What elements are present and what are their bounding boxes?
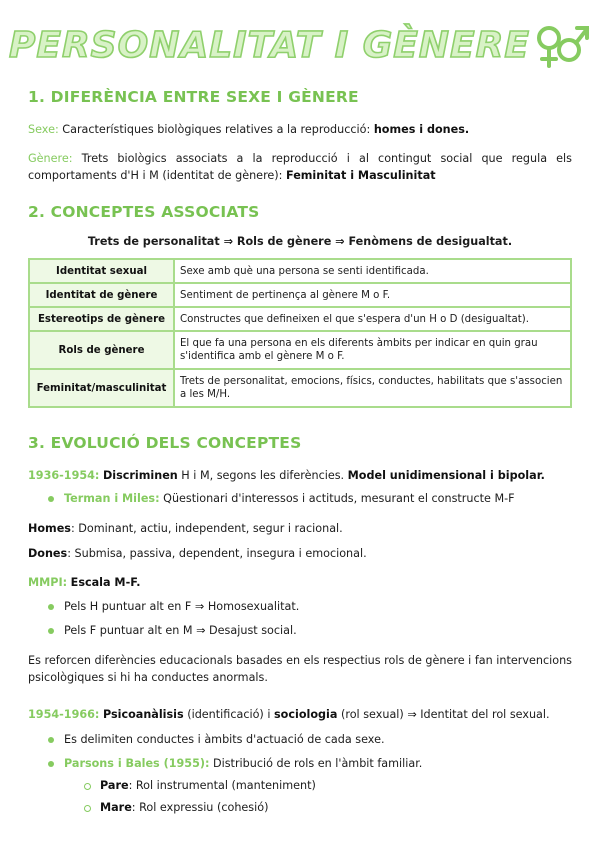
- gender-symbols-icon: [531, 20, 591, 70]
- bullet-icon: [48, 761, 54, 767]
- mare-label: Mare: [100, 801, 132, 814]
- genere-label: Gènere:: [28, 152, 73, 165]
- reforcen-paragraph: Es reforcen diferències educacionals basades en els respectius rols de gènere i fan intervencions psicològiques si hi ha conductes anormals.: [28, 654, 572, 684]
- sexe-label: Sexe:: [28, 123, 59, 136]
- female-symbol-icon: [539, 28, 559, 48]
- period-date: 1936-1954:: [28, 469, 100, 482]
- bullet-icon: [48, 496, 54, 502]
- homes-text: : Dominant, actiu, independent, segur i racional.: [70, 522, 343, 535]
- pare-text: : Rol instrumental (manteniment): [128, 779, 316, 792]
- table-term: Estereotips de gènere: [29, 307, 174, 331]
- table-definition: Constructes que defineixen el que s'espera d'un H o D (desigualtat).: [174, 307, 571, 331]
- mmpi-line: [28, 574, 572, 591]
- dones-label: Dones: [28, 547, 68, 560]
- title-block: [0, 20, 600, 70]
- bullet-icon: [48, 604, 54, 610]
- sub-bullet-icon: [84, 805, 91, 812]
- table-term: Identitat sexual: [29, 259, 174, 283]
- sexe-bold: homes i dones.: [373, 123, 470, 136]
- bold-text: Model unidimensional i bipolar.: [347, 469, 545, 482]
- table-row: [29, 331, 571, 369]
- bullet-icon: [48, 628, 54, 634]
- sub-bullet-icon: [84, 783, 91, 790]
- dones-line: [28, 545, 572, 562]
- sub-bullet-mare: [100, 799, 572, 816]
- table-term: Identitat de gènere: [29, 283, 174, 307]
- genere-text: Trets biològics associats a la reproducció i al contingut social que regula els comportaments d'H i M (identitat de gènere):: [28, 152, 572, 182]
- dones-text: : Submisa, passiva, dependent, insegura i emocional.: [67, 547, 367, 560]
- bullet-label: Parsons i Bales (1955):: [64, 757, 210, 770]
- table-row: [29, 307, 571, 331]
- plain-text: (identificació) i: [183, 708, 275, 721]
- table-term: Feminitat/masculinitat: [29, 369, 174, 407]
- homes-line: [28, 520, 572, 537]
- sexe-definition: [28, 121, 572, 138]
- sub-bullet-pare: [100, 777, 572, 794]
- section-heading-3: 3. EVOLUCIÓ DELS CONCEPTES: [28, 434, 302, 452]
- section-heading-1: 1. DIFERÈNCIA ENTRE SEXE I GÈNERE: [28, 88, 359, 106]
- table-definition: Sentiment de pertinença al gènere M o F.: [174, 283, 571, 307]
- genere-definition: [28, 150, 572, 184]
- bullet-icon: [48, 737, 54, 743]
- genere-bold: Feminitat i Masculinitat: [286, 169, 436, 182]
- homes-label: Homes: [28, 522, 71, 535]
- period-1936-1954: [28, 467, 572, 484]
- bullet-text: Distribució de rols en l'àmbit familiar.: [209, 757, 423, 770]
- section-heading-2: 2. CONCEPTES ASSOCIATS: [28, 203, 260, 221]
- mmpi-label: MMPI:: [28, 576, 68, 589]
- bullet-h-f: Pels H puntuar alt en F ⇒ Homosexualitat.: [64, 600, 300, 613]
- sexe-text: Característiques biològiques relatives a la reproducció:: [58, 123, 374, 136]
- bold-text: Psicoanàlisis: [102, 708, 184, 721]
- table-definition: Sexe amb què una persona se senti identificada.: [174, 259, 571, 283]
- table-row: [29, 283, 571, 307]
- bullet-parsons-bales: [64, 755, 572, 772]
- bullet-terman-miles: [64, 490, 572, 507]
- table-term: Rols de gènere: [29, 331, 174, 369]
- table-definition: El que fa una persona en els diferents àmbits per indicar en quin grau s'identifica amb el gènere M o F.: [174, 331, 571, 369]
- concepts-table: [28, 258, 572, 408]
- table-row: [29, 259, 571, 283]
- bullet-label: Terman i Miles:: [64, 492, 160, 505]
- table-definition: Trets de personalitat, emocions, físics, conductes, habilitats que s'associen a les M/H.: [174, 369, 571, 407]
- plain-text: (rol sexual) ⇒ Identitat del rol sexual.: [337, 708, 550, 721]
- bold-text: sociologia: [274, 708, 338, 721]
- page-title: PERSONALITAT I GÈNERE: [8, 24, 530, 66]
- bullet-f-m: Pels F puntuar alt en M ⇒ Desajust social.: [64, 624, 297, 637]
- pare-label: Pare: [100, 779, 129, 792]
- concept-chain: Trets de personalitat ⇒ Rols de gènere ⇒ Fenòmens de desigualtat.: [87, 235, 513, 248]
- period-date: 1954-1966:: [28, 708, 100, 721]
- mmpi-bold: Escala M-F.: [70, 576, 141, 589]
- period-1954-1966: [28, 706, 572, 723]
- mare-text: : Rol expressiu (cohesió): [131, 801, 269, 814]
- bold-text: Discriminen: [102, 469, 178, 482]
- bullet-text: Qüestionari d'interessos i actituds, mesurant el constructe M-F: [159, 492, 515, 505]
- plain-text: H i M, segons les diferències.: [177, 469, 348, 482]
- bullet-delimiten: Es delimiten conductes i àmbits d'actuació de cada sexe.: [64, 733, 385, 746]
- table-row: [29, 369, 571, 407]
